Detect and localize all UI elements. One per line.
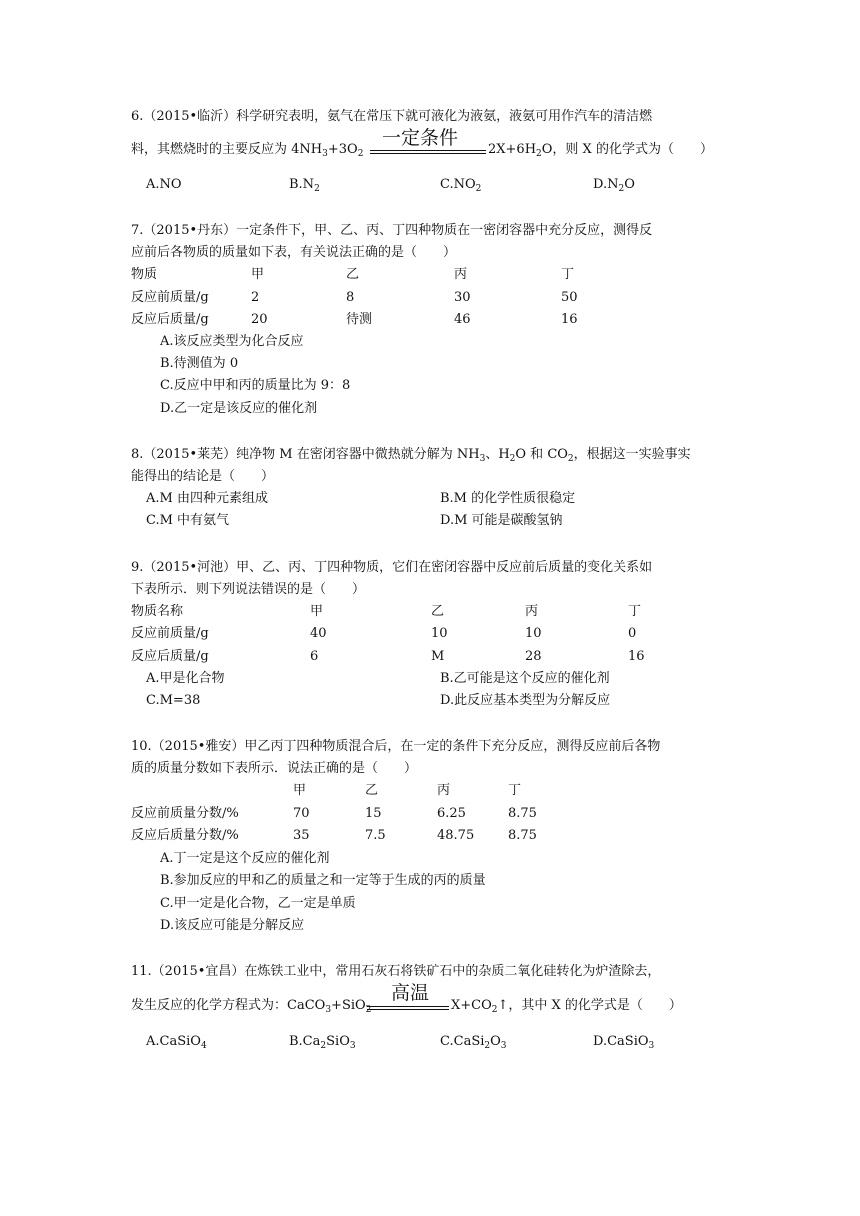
q6-line-2: 料，其燃烧时的主要反应为 $4NH_3+3O_2$ bbox=[131, 142, 364, 159]
q11-reaction-condition: 高温 bbox=[391, 982, 430, 1004]
table-cell: 反应后质量分数/% bbox=[131, 828, 239, 843]
q6-reaction-condition: 一定条件 bbox=[382, 127, 459, 149]
q9-option-c: C.M=38 bbox=[146, 693, 201, 708]
q9-table-header: 丙 bbox=[525, 604, 539, 619]
table-cell: 15 bbox=[365, 806, 382, 821]
q9-table-header: 乙 bbox=[431, 604, 445, 619]
q9-line-1: 9.（2015•河池）甲、乙、丙、丁四种物质，它们在密闭容器中反应前后质量的变化关系如 bbox=[131, 560, 653, 575]
q7-line-1: 7.（2015•丹东）一定条件下，甲、乙、丙、丁四种物质在一密闭容器中充分反应，测得反 bbox=[131, 223, 653, 238]
q9-table-header: 丁 bbox=[628, 604, 642, 619]
q9-option-d: D.此反应基本类型为分解反应 bbox=[440, 693, 611, 708]
table-cell: 10 bbox=[431, 626, 448, 641]
table-cell: 35 bbox=[293, 828, 310, 843]
table-cell: 48.75 bbox=[437, 828, 475, 843]
table-cell: 50 bbox=[561, 290, 578, 305]
q8-option-b: B.M 的化学性质很稳定 bbox=[440, 491, 576, 506]
q9-option-a: A.甲是化合物 bbox=[146, 671, 225, 686]
table-cell: 0 bbox=[628, 626, 637, 641]
table-cell: 16 bbox=[628, 649, 645, 664]
table-cell: 反应前质量/g bbox=[131, 290, 209, 305]
q9-table-header: 甲 bbox=[310, 604, 324, 619]
table-cell: 10 bbox=[525, 626, 542, 641]
table-cell: 8.75 bbox=[508, 806, 537, 821]
q10-table-header: 丙 bbox=[437, 783, 451, 798]
q6-option-a: A.NO bbox=[146, 177, 182, 192]
q6-option-b: $B.N_2$ bbox=[289, 177, 320, 194]
table-cell: 30 bbox=[454, 290, 471, 305]
q8-option-c: C.M 中有氨气 bbox=[146, 513, 230, 528]
q8-line-2: 能得出的结论是（ ） bbox=[131, 469, 275, 484]
q7-table-header: 丙 bbox=[454, 267, 468, 282]
q7-option-a: A.该反应类型为化合反应 bbox=[160, 334, 304, 349]
q7-table-header: 丁 bbox=[561, 267, 575, 282]
q11-option-a: A.CaSiO$_4$ bbox=[146, 1034, 207, 1051]
q11-line-2-tail: $X+CO_2↑$，其中 X 的化学式是（ ） bbox=[451, 998, 682, 1015]
table-cell: 2 bbox=[251, 290, 260, 305]
q7-line-2: 应前后各物质的质量如下表，有关说法正确的是（ ） bbox=[131, 245, 457, 260]
q7-option-c: C.反应中甲和丙的质量比为 9：8 bbox=[160, 378, 351, 393]
q9-option-b: B.乙可能是这个反应的催化剂 bbox=[440, 671, 610, 686]
q7-option-b: B.待测值为 0 bbox=[160, 356, 239, 371]
q11-line-1: 11.（2015•宜昌）在炼铁工业中，常用石灰石将铁矿石中的杂质二氧化硅转化为炉渣除去， bbox=[131, 964, 661, 979]
q8-option-d: D.M 可能是碳酸氢钠 bbox=[440, 513, 563, 528]
q8-line-1: 8.（2015•莱芜）纯净物 M 在密闭容器中微热就分解为 $NH_3$、$H_2O$ 和 $CO_2$，根据这一实验事实 bbox=[131, 447, 691, 464]
table-cell: 反应后质量/g bbox=[131, 649, 209, 664]
q6-equals-sign bbox=[370, 150, 486, 154]
q10-option-a: A.丁一定是这个反应的催化剂 bbox=[160, 851, 330, 866]
table-cell: 8.75 bbox=[508, 828, 537, 843]
table-cell: 20 bbox=[251, 312, 268, 327]
table-cell: 46 bbox=[454, 312, 471, 327]
table-cell: 40 bbox=[310, 626, 327, 641]
table-cell: 待测 bbox=[346, 312, 373, 327]
q10-option-c: C.甲一定是化合物，乙一定是单质 bbox=[160, 896, 356, 911]
q6-option-d: $D.N_2O$ bbox=[593, 177, 635, 194]
q7-table-header: 物质 bbox=[131, 267, 158, 282]
table-cell: M bbox=[431, 649, 445, 664]
q10-option-d: D.该反应可能是分解反应 bbox=[160, 918, 305, 933]
q11-option-c: $C.CaSi_2O_3$ bbox=[440, 1034, 507, 1051]
q10-option-b: B.参加反应的甲和乙的质量之和一定等于生成的丙的质量 bbox=[160, 873, 486, 888]
q6-line-2-tail: $2X+6H_2O$，则 X 的化学式为（ ） bbox=[488, 142, 713, 159]
q7-table-header: 乙 bbox=[346, 267, 360, 282]
table-cell: 8 bbox=[346, 290, 355, 305]
q8-option-a: A.M 由四种元素组成 bbox=[146, 491, 268, 506]
q11-option-d: D.CaSiO$_3$ bbox=[593, 1034, 655, 1051]
table-cell: 反应前质量分数/% bbox=[131, 806, 239, 821]
table-cell: 28 bbox=[525, 649, 542, 664]
q6-option-c: $C.NO_2$ bbox=[440, 177, 482, 194]
q10-table-header: 丁 bbox=[508, 783, 522, 798]
table-cell: 16 bbox=[561, 312, 578, 327]
table-cell: 6 bbox=[310, 649, 319, 664]
q11-line-2: 发生反应的化学方程式为：CaCO$_3$+SiO$_2$ bbox=[131, 998, 372, 1015]
q9-line-2: 下表所示．则下列说法错误的是（ ） bbox=[131, 582, 366, 597]
table-cell: 反应后质量/g bbox=[131, 312, 209, 327]
q10-table-header: 乙 bbox=[365, 783, 379, 798]
q7-option-d: D.乙一定是该反应的催化剂 bbox=[160, 401, 318, 416]
table-cell: 反应前质量/g bbox=[131, 626, 209, 641]
table-cell: 6.25 bbox=[437, 806, 466, 821]
table-cell: 7.5 bbox=[365, 828, 386, 843]
q10-line-1: 10.（2015•雅安）甲乙丙丁四种物质混合后，在一定的条件下充分反应，测得反应前后各物 bbox=[131, 739, 661, 754]
q6-line-1: 6.（2015•临沂）科学研究表明，氨气在常压下就可液化为液氨，液氨可用作汽车的清洁燃 bbox=[131, 109, 653, 124]
q10-line-2: 质的质量分数如下表所示．说法正确的是（ ） bbox=[131, 761, 418, 776]
table-cell: 70 bbox=[293, 806, 310, 821]
q9-table-header: 物质名称 bbox=[131, 604, 184, 619]
q11-option-b: $B.Ca_2SiO_3$ bbox=[289, 1034, 356, 1051]
q11-equals-sign bbox=[367, 1006, 449, 1010]
q7-table-header: 甲 bbox=[251, 267, 265, 282]
q10-table-header: 甲 bbox=[293, 783, 307, 798]
